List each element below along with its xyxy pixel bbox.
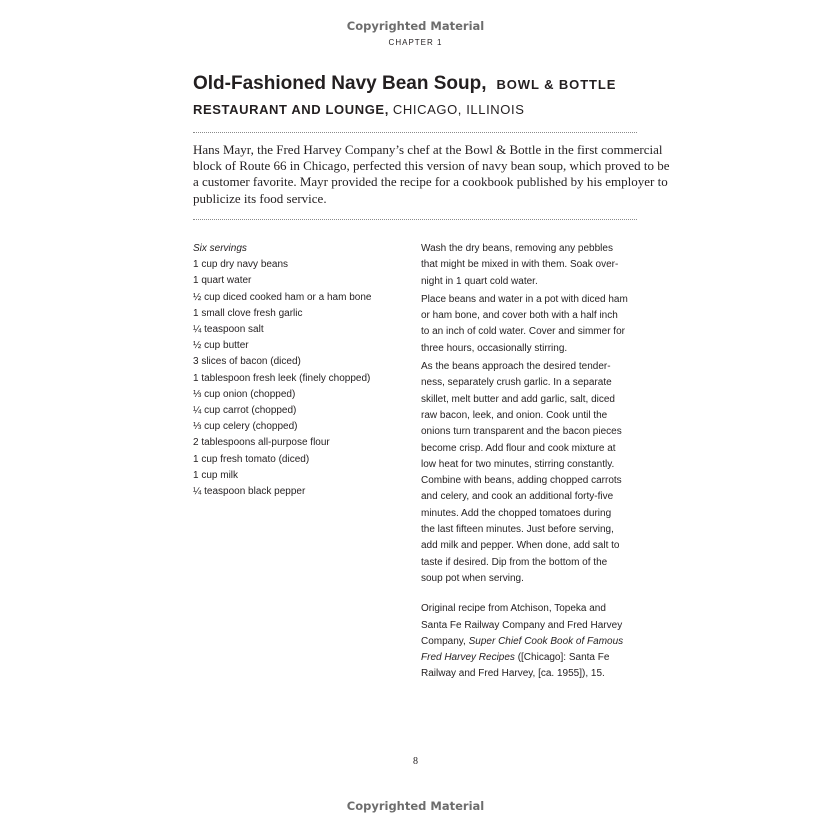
- intro-line: a customer favorite. Mayr provided the recipe for a cookbook published by his employer to: [193, 174, 668, 190]
- method-line: raw bacon, leek, and onion. Cook until the: [421, 409, 608, 421]
- ingredient-item: ¼ teaspoon black pepper: [193, 486, 306, 498]
- restaurant-name-part1: BOWL & BOTTLE: [496, 77, 617, 92]
- ingredient-item: 3 slices of bacon (diced): [193, 356, 301, 368]
- chapter-label: CHAPTER 1: [388, 38, 443, 47]
- method-line: ness, separately crush garlic. In a separate: [421, 377, 612, 389]
- copyright-watermark-bottom: Copyrighted Material: [346, 799, 485, 813]
- method-line: minutes. Add the chopped tomatoes during: [421, 507, 612, 519]
- method-line: taste if desired. Dip from the bottom of the: [421, 556, 608, 568]
- ingredient-item: 1 small clove fresh garlic: [193, 307, 303, 319]
- source-line: Railway and Fred Harvey, [ca. 1955]), 15.: [421, 668, 605, 680]
- ingredient-list: [193, 241, 403, 500]
- source-book-title: Fred Harvey Recipes: [421, 652, 515, 664]
- intro-line: Hans Mayr, the Fred Harvey Company’s chef at the Bowl & Bottle in the first commercial: [193, 142, 663, 157]
- source-line: [421, 634, 641, 650]
- source-line: Original recipe from Atchison, Topeka and: [421, 603, 606, 615]
- recipe-name: Old-Fashioned Navy Bean Soup,: [193, 73, 487, 94]
- restaurant-name-part2: RESTAURANT AND LOUNGE,: [193, 102, 389, 117]
- method-line: As the beans approach the desired tender-: [421, 361, 611, 373]
- method-line: the last fifteen minutes. Just before serving,: [421, 524, 614, 536]
- method-line: add milk and pepper. When done, add salt to: [421, 540, 620, 552]
- method-line: night in 1 quart cold water.: [421, 275, 538, 287]
- method-line: Place beans and water in a pot with diced ham: [421, 293, 628, 305]
- intro-line: block of Route 66 in Chicago, perfected this version of navy bean soup, which proved to be: [193, 158, 670, 174]
- ingredient-item: ½ cup butter: [193, 340, 249, 352]
- source-line: Santa Fe Railway Company and Fred Harvey: [421, 619, 623, 631]
- source-text: Company,: [421, 635, 469, 647]
- recipe-title: [193, 72, 653, 119]
- ingredient-item: ⅓ cup onion (chopped): [193, 388, 296, 400]
- ingredient-item: ½ cup diced cooked ham or a ham bone: [193, 291, 372, 303]
- method-step-3: [421, 359, 641, 587]
- ingredient-item: ¼ teaspoon salt: [193, 324, 264, 336]
- method-line: Wash the dry beans, removing any pebbles: [421, 243, 613, 254]
- restaurant-location: CHICAGO, ILLINOIS: [392, 102, 525, 117]
- page-number: 8: [413, 756, 418, 767]
- source-line: [421, 650, 641, 666]
- method-line: Combine with beans, adding chopped carrots: [421, 475, 622, 487]
- method-line: skillet, melt butter and add garlic, salt, diced: [421, 393, 615, 405]
- recipe-source-citation: [421, 601, 641, 682]
- method-instructions: [421, 241, 641, 683]
- method-line: and celery, and cook an additional forty-five: [421, 491, 614, 503]
- method-line: that might be mixed in with them. Soak over-: [421, 259, 619, 271]
- method-line: or ham bone, and cover both with a half inch: [421, 310, 618, 322]
- method-step-1: [421, 241, 641, 290]
- ingredient-item: 1 tablespoon fresh leek (finely chopped): [193, 372, 371, 384]
- method-step-2: [421, 292, 641, 357]
- ingredient-item: 1 cup dry navy beans: [193, 259, 289, 271]
- method-line: soup pot when serving.: [421, 572, 524, 584]
- ingredient-item: ⅓ cup celery (chopped): [193, 421, 298, 433]
- ingredient-item: ¼ cup carrot (chopped): [193, 405, 297, 417]
- ingredient-item: 2 tablespoons all-purpose flour: [193, 437, 330, 449]
- method-line: onions turn transparent and the bacon pieces: [421, 426, 622, 438]
- ingredient-item: 1 cup fresh tomato (diced): [193, 453, 310, 465]
- copyright-watermark-top: Copyrighted Material: [346, 19, 485, 33]
- dotted-divider-top: [193, 132, 637, 133]
- intro-paragraph: [193, 142, 670, 207]
- method-line: to an inch of cold water. Cover and simmer for: [421, 326, 625, 338]
- method-line: low heat for two minutes, stirring constantly.: [421, 458, 615, 470]
- source-text: ([Chicago]: Santa Fe: [514, 652, 610, 664]
- method-line: become crisp. Add flour and cook mixture at: [421, 442, 616, 454]
- servings-label: Six servings: [193, 243, 247, 254]
- method-line: three hours, occasionally stirring.: [421, 342, 568, 354]
- ingredient-item: 1 quart water: [193, 275, 252, 287]
- source-book-title: Super Chief Cook Book of Famous: [468, 635, 624, 647]
- dotted-divider-bottom: [193, 219, 637, 220]
- intro-line: publicize its food service.: [193, 190, 327, 206]
- ingredient-item: 1 cup milk: [193, 469, 239, 481]
